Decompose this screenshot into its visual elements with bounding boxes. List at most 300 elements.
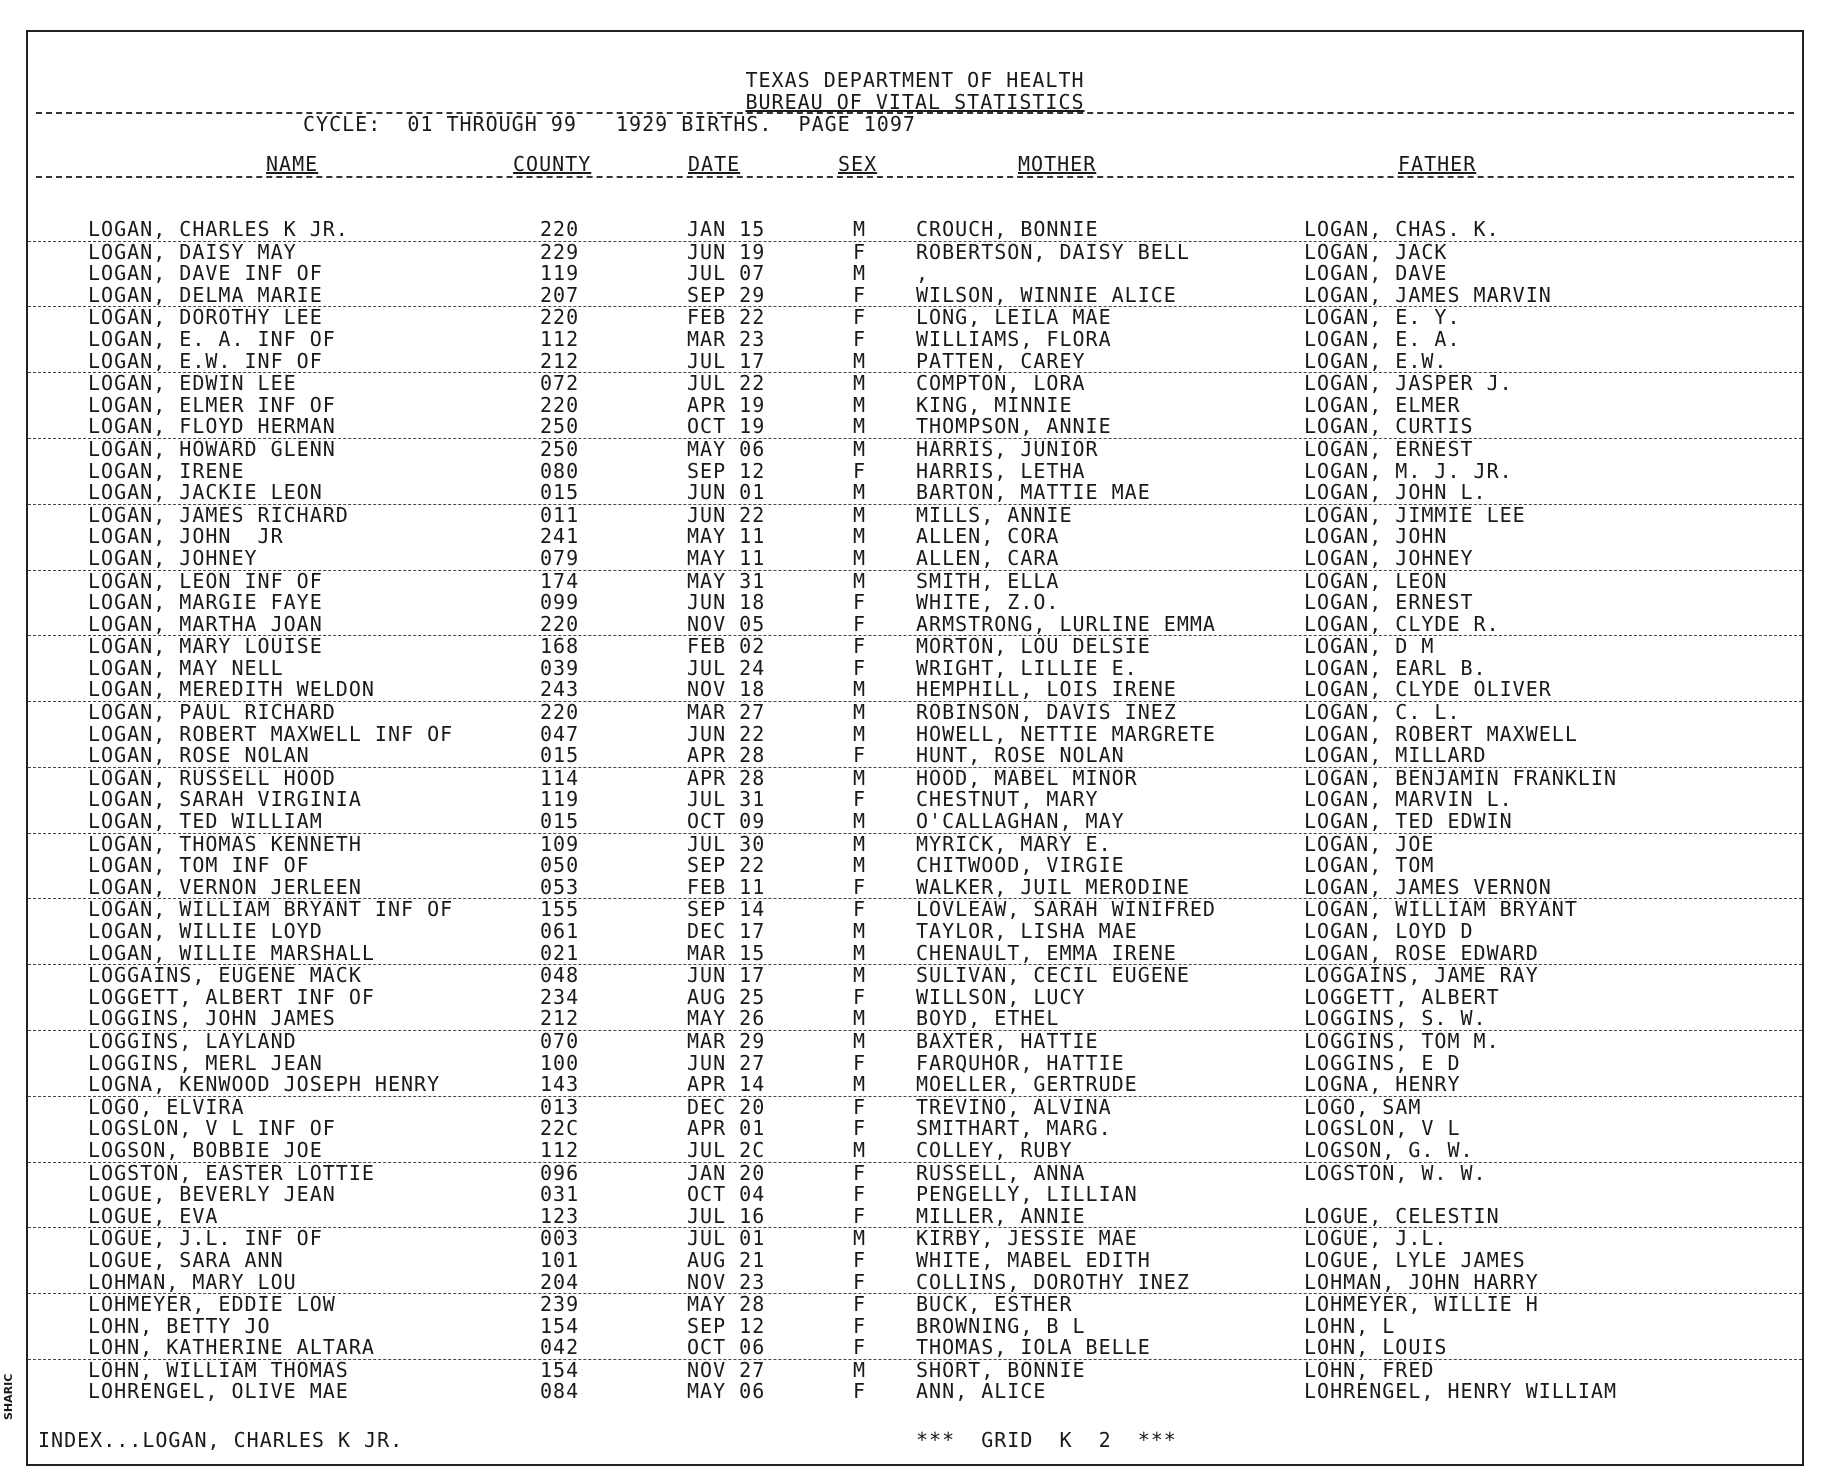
record-mother: MILLER, ANNIE: [916, 1203, 1086, 1228]
column-divider: [36, 176, 1794, 178]
record-name: LOGAN, JAMES RICHARD: [88, 502, 349, 527]
record-date: JUL 07: [687, 261, 766, 286]
record-row: [28, 1094, 1802, 1119]
record-county: 250: [540, 414, 580, 439]
record-date: FEB 02: [687, 634, 766, 659]
record-father: LOGO, SAM: [1304, 1094, 1422, 1119]
record-name: LOGAN, IRENE: [88, 458, 245, 483]
records-list: [28, 219, 1802, 1403]
record-row: [28, 636, 1802, 658]
record-mother: THOMAS, IOLA BELLE: [916, 1335, 1151, 1360]
record-row: [28, 392, 1802, 417]
record-county: 112: [540, 1137, 580, 1162]
record-name: LOGAN, DAISY MAY: [88, 239, 297, 264]
record-sex: M: [853, 217, 867, 241]
record-mother: SMITHART, MARG.: [916, 1116, 1112, 1141]
record-name: LOHMAN, MARY LOU: [88, 1269, 297, 1294]
record-sex: F: [853, 1269, 867, 1294]
record-sex: M: [853, 1137, 867, 1162]
record-sex: F: [853, 458, 867, 483]
record-father: LOGAN, JOHN L.: [1304, 480, 1487, 505]
record-name: LOGGINS, MERL JEAN: [88, 1050, 323, 1075]
record-name: LOGAN, VERNON JERLEEN: [88, 874, 362, 899]
record-mother: ,: [916, 261, 930, 286]
record-father: LOGUE, CELESTIN: [1304, 1203, 1500, 1228]
record-mother: CHENAULT, EMMA IRENE: [916, 940, 1177, 965]
record-mother: O'CALLAGHAN, MAY: [916, 809, 1125, 834]
record-sex: M: [853, 1072, 867, 1097]
record-father: LOGAN, JAMES MARVIN: [1304, 282, 1552, 307]
record-name: LOGAN, MARTHA JOAN: [88, 611, 323, 636]
record-sex: F: [853, 326, 867, 351]
record-father: LOGAN, JOHNEY: [1304, 545, 1474, 570]
record-date: SEP 12: [687, 458, 766, 483]
bureau-title: BUREAU OF VITAL STATISTICS: [745, 90, 1085, 114]
record-name: LOHN, KATHERINE ALTARA: [88, 1335, 375, 1360]
record-sex: M: [853, 502, 867, 527]
record-date: DEC 20: [687, 1094, 766, 1119]
record-sex: M: [853, 568, 867, 593]
record-county: 241: [540, 524, 580, 549]
record-mother: PATTEN, CAREY: [916, 348, 1086, 373]
record-name: LOGAN, JACKIE LEON: [88, 480, 323, 505]
record-father: LOGAN, JASPER J.: [1304, 371, 1513, 396]
record-father: LOHMAN, JOHN HARRY: [1304, 1269, 1539, 1294]
record-father: LOGAN, EARL B.: [1304, 655, 1487, 680]
record-row: [28, 1050, 1802, 1075]
record-row: [28, 1313, 1802, 1338]
record-row: [28, 611, 1802, 637]
record-father: LOGAN, MARVIN L.: [1304, 787, 1513, 812]
record-date: APR 28: [687, 765, 766, 790]
side-watermark: SHARIC: [2, 1373, 15, 1420]
record-date: MAY 06: [687, 436, 766, 461]
record-county: 239: [540, 1292, 580, 1317]
record-name: LOGAN, DELMA MARIE: [88, 282, 323, 307]
record-sex: M: [853, 940, 867, 965]
record-row: [28, 811, 1802, 834]
record-county: 143: [540, 1072, 580, 1097]
record-county: 100: [540, 1050, 580, 1075]
record-mother: CROUCH, BONNIE: [916, 217, 1099, 241]
record-mother: MILLS, ANNIE: [916, 502, 1073, 527]
record-row: [28, 526, 1802, 548]
record-father: LOHN, L: [1304, 1313, 1396, 1338]
record-sex: M: [853, 831, 867, 856]
record-row: [28, 1118, 1802, 1140]
record-sex: F: [853, 984, 867, 1009]
printout-frame: [26, 30, 1804, 1466]
record-row: [28, 1357, 1802, 1382]
record-father: LOGAN, D M: [1304, 634, 1435, 659]
cycle-info: CYCLE: 01 THROUGH 99 1929 BIRTHS. PAGE 1097: [303, 112, 916, 136]
record-row: [28, 263, 1802, 285]
record-date: JUL 2C: [687, 1137, 766, 1162]
record-mother: BAXTER, HATTIE: [916, 1028, 1099, 1053]
record-row: [28, 721, 1802, 746]
record-date: MAR 29: [687, 1028, 766, 1053]
index-label: INDEX...LOGAN, CHARLES K JR.: [38, 1428, 404, 1452]
record-row: [28, 899, 1802, 921]
record-father: LOGAN, CLYDE R.: [1304, 611, 1500, 636]
record-mother: BROWNING, B L: [916, 1313, 1086, 1338]
record-mother: COLLEY, RUBY: [916, 1137, 1073, 1162]
record-mother: WILSON, WINNIE ALICE: [916, 282, 1177, 307]
record-name: LOGGAINS, EUGENE MACK: [88, 963, 362, 988]
record-county: 207: [540, 282, 580, 307]
record-father: LOGAN, BENJAMIN FRANKLIN: [1304, 765, 1617, 790]
record-date: FEB 22: [687, 305, 766, 330]
record-date: NOV 27: [687, 1357, 766, 1382]
record-name: LOGNA, KENWOOD JOSEPH HENRY: [88, 1072, 441, 1097]
record-county: 220: [540, 217, 580, 241]
record-county: 047: [540, 721, 580, 746]
record-county: 109: [540, 831, 580, 856]
record-mother: HARRIS, JUNIOR: [916, 436, 1099, 461]
record-father: LOGAN, JACK: [1304, 239, 1448, 264]
record-date: OCT 06: [687, 1335, 766, 1360]
record-row: [28, 436, 1802, 461]
record-row: [28, 307, 1802, 329]
record-mother: HUNT, ROSE NOLAN: [916, 743, 1125, 768]
record-name: LOHN, WILLIAM THOMAS: [88, 1357, 349, 1382]
record-date: MAR 27: [687, 700, 766, 725]
record-county: 119: [540, 261, 580, 286]
record-row: [28, 239, 1802, 264]
record-county: 212: [540, 1006, 580, 1031]
record-father: LOGAN, WILLIAM BRYANT: [1304, 897, 1578, 922]
record-mother: SULIVAN, CECIL EUGENE: [916, 963, 1190, 988]
record-date: JUL 16: [687, 1203, 766, 1228]
record-row: [28, 458, 1802, 483]
record-sex: F: [853, 1203, 867, 1228]
record-row: [28, 855, 1802, 877]
record-father: LOGSTON, W. W.: [1304, 1160, 1487, 1185]
record-county: 013: [540, 1094, 580, 1119]
record-sex: F: [853, 1247, 867, 1272]
record-county: 220: [540, 611, 580, 636]
record-name: LOGAN, CHARLES K JR.: [88, 217, 349, 241]
record-sex: M: [853, 853, 867, 878]
record-sex: F: [853, 1335, 867, 1360]
record-date: APR 01: [687, 1116, 766, 1141]
record-sex: F: [853, 1094, 867, 1119]
record-date: JUN 17: [687, 963, 766, 988]
record-father: LOGAN, ROBERT MAXWELL: [1304, 721, 1578, 746]
record-sex: M: [853, 721, 867, 746]
record-date: JUL 24: [687, 655, 766, 680]
record-county: 039: [540, 655, 580, 680]
record-name: LOGAN, MARGIE FAYE: [88, 590, 323, 615]
record-father: LOGAN, E. A.: [1304, 326, 1461, 351]
record-father: LOGGAINS, JAME RAY: [1304, 963, 1539, 988]
record-father: LOGGETT, ALBERT: [1304, 984, 1500, 1009]
record-county: 119: [540, 787, 580, 812]
record-father: LOGUE, LYLE JAMES: [1304, 1247, 1526, 1272]
record-mother: ALLEN, CARA: [916, 545, 1060, 570]
record-row: [28, 1008, 1802, 1031]
record-name: LOGAN, ROBERT MAXWELL INF OF: [88, 721, 454, 746]
record-father: LOGAN, JOHN: [1304, 524, 1448, 549]
record-father: LOGNA, HENRY: [1304, 1072, 1461, 1097]
record-sex: F: [853, 634, 867, 659]
col-header-mother: MOTHER: [1018, 152, 1097, 176]
record-sex: M: [853, 436, 867, 461]
record-sex: F: [853, 590, 867, 615]
record-date: AUG 21: [687, 1247, 766, 1272]
record-row: [28, 545, 1802, 571]
record-date: MAY 31: [687, 568, 766, 593]
record-county: 112: [540, 326, 580, 351]
record-mother: BARTON, MATTIE MAE: [916, 480, 1151, 505]
record-date: MAY 28: [687, 1292, 766, 1317]
record-row: [28, 282, 1802, 308]
record-county: 168: [540, 634, 580, 659]
record-sex: M: [853, 261, 867, 286]
record-date: MAY 11: [687, 524, 766, 549]
department-title: TEXAS DEPARTMENT OF HEALTH: [745, 68, 1085, 92]
record-name: LOGAN, ELMER INF OF: [88, 392, 336, 417]
record-father: LOGAN, TED EDWIN: [1304, 809, 1513, 834]
record-sex: M: [853, 765, 867, 790]
record-county: 220: [540, 700, 580, 725]
record-father: LOGAN, ELMER: [1304, 392, 1461, 417]
col-header-sex: SEX: [838, 152, 878, 176]
record-father: LOGSLON, V L: [1304, 1116, 1461, 1141]
record-sex: F: [853, 305, 867, 330]
record-sex: M: [853, 700, 867, 725]
record-county: 155: [540, 897, 580, 922]
record-sex: M: [853, 1357, 867, 1382]
record-row: [28, 965, 1802, 987]
record-name: LOGAN, MEREDITH WELDON: [88, 677, 375, 702]
record-date: SEP 14: [687, 897, 766, 922]
record-row: [28, 592, 1802, 614]
record-father: LOGAN, C. L.: [1304, 700, 1461, 725]
record-name: LOGUE, EVA: [88, 1203, 219, 1228]
record-row: [28, 789, 1802, 811]
record-father: LOGGINS, E D: [1304, 1050, 1461, 1075]
record-date: SEP 12: [687, 1313, 766, 1338]
record-name: LOGAN, THOMAS KENNETH: [88, 831, 362, 856]
record-county: 250: [540, 436, 580, 461]
record-date: NOV 23: [687, 1269, 766, 1294]
record-mother: SHORT, BONNIE: [916, 1357, 1086, 1382]
record-date: JAN 15: [687, 217, 766, 241]
record-name: LOGAN, E. A. INF OF: [88, 326, 336, 351]
record-mother: WALKER, JUIL MERODINE: [916, 874, 1190, 899]
record-sex: F: [853, 787, 867, 812]
record-row: [28, 1137, 1802, 1163]
record-date: JAN 20: [687, 1160, 766, 1185]
record-name: LOGAN, TED WILLIAM: [88, 809, 323, 834]
record-county: 123: [540, 1203, 580, 1228]
record-mother: ALLEN, CORA: [916, 524, 1060, 549]
record-county: 154: [540, 1313, 580, 1338]
record-name: LOGO, ELVIRA: [88, 1094, 245, 1119]
record-date: JUN 19: [687, 239, 766, 264]
record-sex: M: [853, 545, 867, 570]
record-date: APR 14: [687, 1072, 766, 1097]
record-row: [28, 482, 1802, 505]
record-row: [28, 940, 1802, 966]
record-father: LOGAN, CLYDE OLIVER: [1304, 677, 1552, 702]
record-county: 003: [540, 1226, 580, 1251]
record-date: JUN 27: [687, 1050, 766, 1075]
record-county: 080: [540, 458, 580, 483]
record-father: LOGAN, JOE: [1304, 831, 1435, 856]
record-father: LOGAN, JAMES VERNON: [1304, 874, 1552, 899]
record-sex: F: [853, 1116, 867, 1141]
record-row: [28, 702, 1802, 724]
record-sex: M: [853, 348, 867, 373]
record-name: LOGGINS, LAYLAND: [88, 1028, 297, 1053]
record-father: LOHMEYER, WILLIE H: [1304, 1292, 1539, 1317]
record-sex: F: [853, 239, 867, 264]
record-father: LOGAN, JIMMIE LEE: [1304, 502, 1526, 527]
record-row: [28, 1184, 1802, 1206]
record-row: [28, 984, 1802, 1009]
record-mother: KING, MINNIE: [916, 392, 1073, 417]
record-county: 174: [540, 568, 580, 593]
record-mother: HARRIS, LETHA: [916, 458, 1086, 483]
record-mother: THOMPSON, ANNIE: [916, 414, 1112, 439]
record-father: LOGAN, MILLARD: [1304, 743, 1487, 768]
record-father: LOGAN, LOYD D: [1304, 919, 1474, 943]
record-father: LOGAN, TOM: [1304, 853, 1435, 878]
record-county: 220: [540, 305, 580, 330]
record-county: 154: [540, 1357, 580, 1382]
record-father: LOGGINS, TOM M.: [1304, 1028, 1500, 1053]
record-row: [28, 655, 1802, 680]
record-name: LOGSON, BOBBIE JOE: [88, 1137, 323, 1162]
record-county: 042: [540, 1335, 580, 1360]
record-mother: MYRICK, MARY E.: [916, 831, 1112, 856]
record-date: JUN 18: [687, 590, 766, 615]
record-mother: LOVLEAW, SARAH WINIFRED: [916, 897, 1216, 922]
record-father: LOGAN, ERNEST: [1304, 590, 1474, 615]
record-sex: M: [853, 1226, 867, 1251]
record-name: LOGSLON, V L INF OF: [88, 1116, 336, 1141]
record-mother: SMITH, ELLA: [916, 568, 1060, 593]
record-mother: HOOD, MABEL MINOR: [916, 765, 1138, 790]
record-row: [28, 348, 1802, 374]
record-father: LOGAN, ERNEST: [1304, 436, 1474, 461]
record-row: [28, 1381, 1802, 1403]
record-sex: M: [853, 392, 867, 417]
record-name: LOGAN, ROSE NOLAN: [88, 743, 310, 768]
record-date: JUL 31: [687, 787, 766, 812]
record-county: 061: [540, 919, 580, 943]
record-row: [28, 502, 1802, 527]
record-row: [28, 1247, 1802, 1272]
record-date: MAY 11: [687, 545, 766, 570]
record-father: LOHN, FRED: [1304, 1357, 1435, 1382]
col-header-name: NAME: [266, 152, 319, 176]
record-row: [28, 1028, 1802, 1053]
record-mother: BUCK, ESTHER: [916, 1292, 1073, 1317]
record-mother: FARQUHOR, HATTIE: [916, 1050, 1125, 1075]
record-name: LOGGETT, ALBERT INF OF: [88, 984, 375, 1009]
record-mother: MOELLER, GERTRUDE: [916, 1072, 1138, 1097]
record-row: [28, 765, 1802, 790]
record-father: LOHN, LOUIS: [1304, 1335, 1448, 1360]
record-name: LOGAN, MAY NELL: [88, 655, 284, 680]
record-name: LOGAN, LEON INF OF: [88, 568, 323, 593]
record-row: [28, 219, 1802, 242]
record-row: [28, 1294, 1802, 1316]
record-date: AUG 25: [687, 984, 766, 1009]
record-row: [28, 874, 1802, 900]
record-row: [28, 831, 1802, 856]
record-county: 048: [540, 963, 580, 988]
record-name: LOGAN, E.W. INF OF: [88, 348, 323, 373]
record-father: LOGAN, LEON: [1304, 568, 1448, 593]
record-county: 204: [540, 1269, 580, 1294]
record-father: LOGAN, E.W.: [1304, 348, 1448, 373]
record-sex: F: [853, 1050, 867, 1075]
record-mother: WHITE, Z.O.: [916, 590, 1060, 615]
record-county: 021: [540, 940, 580, 965]
record-name: LOGUE, BEVERLY JEAN: [88, 1182, 336, 1207]
record-county: 212: [540, 348, 580, 373]
record-mother: HEMPHILL, LOIS IRENE: [916, 677, 1177, 702]
record-father: LOGAN, CURTIS: [1304, 414, 1474, 439]
record-mother: HOWELL, NETTIE MARGRETE: [916, 721, 1216, 746]
record-father: LOGAN, M. J. JR.: [1304, 458, 1513, 483]
record-sex: F: [853, 897, 867, 922]
record-sex: F: [853, 743, 867, 768]
record-row: [28, 679, 1802, 702]
record-name: LOGAN, PAUL RICHARD: [88, 700, 336, 725]
col-header-father: FATHER: [1398, 152, 1477, 176]
record-row: [28, 326, 1802, 351]
record-date: SEP 22: [687, 853, 766, 878]
record-date: DEC 17: [687, 919, 766, 943]
record-mother: WILLSON, LUCY: [916, 984, 1086, 1009]
record-row: [28, 416, 1802, 439]
record-county: 114: [540, 765, 580, 790]
record-name: LOGAN, WILLIE MARSHALL: [88, 940, 375, 965]
record-sex: F: [853, 1379, 867, 1404]
record-sex: F: [853, 611, 867, 636]
record-date: JUN 01: [687, 480, 766, 505]
record-date: JUL 01: [687, 1226, 766, 1251]
record-county: 070: [540, 1028, 580, 1053]
record-date: JUL 30: [687, 831, 766, 856]
record-father: LOGGINS, S. W.: [1304, 1006, 1487, 1031]
col-header-county: COUNTY: [513, 152, 592, 176]
record-father: LOGUE, J.L.: [1304, 1226, 1448, 1251]
record-name: LOGUE, SARA ANN: [88, 1247, 284, 1272]
record-mother: WRIGHT, LILLIE E.: [916, 655, 1138, 680]
record-mother: COLLINS, DOROTHY INEZ: [916, 1269, 1190, 1294]
record-father: LOHRENGEL, HENRY WILLIAM: [1304, 1379, 1617, 1404]
record-name: LOGAN, WILLIE LOYD: [88, 919, 323, 943]
record-name: LOGAN, RUSSELL HOOD: [88, 765, 336, 790]
record-county: 243: [540, 677, 580, 702]
record-name: LOGAN, JOHNEY: [88, 545, 258, 570]
record-mother: PENGELLY, LILLIAN: [916, 1182, 1138, 1207]
record-row: [28, 1074, 1802, 1097]
record-sex: M: [853, 371, 867, 396]
record-father: LOGAN, CHAS. K.: [1304, 217, 1500, 241]
record-county: 22C: [540, 1116, 580, 1141]
record-date: MAY 26: [687, 1006, 766, 1031]
record-county: 072: [540, 371, 580, 396]
record-father: LOGAN, E. Y.: [1304, 305, 1461, 330]
record-row: [28, 1337, 1802, 1360]
